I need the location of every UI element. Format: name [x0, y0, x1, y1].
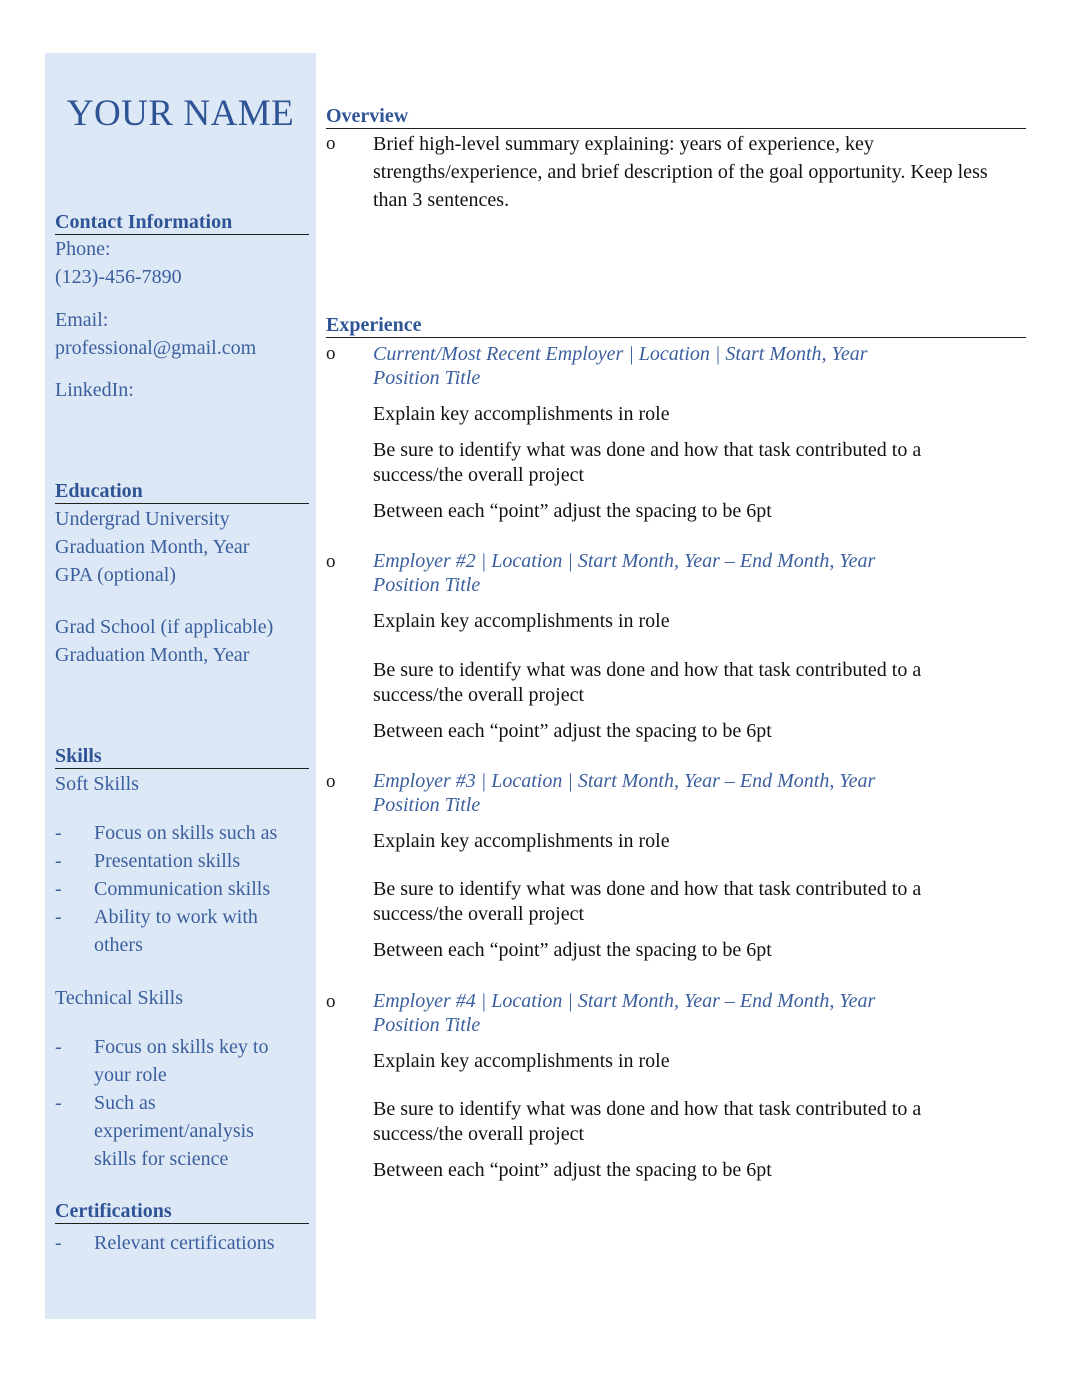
job-point: Between each “point” adjust the spacing to be 6pt [373, 939, 772, 961]
job-point: Between each “point” adjust the spacing to be 6pt [373, 720, 772, 742]
email-label: Email: [55, 309, 109, 331]
email-value: professional@gmail.com [55, 337, 257, 359]
bullet-dash: - [55, 878, 62, 900]
certifications-heading: Certifications [55, 1199, 309, 1224]
job-point: Be sure to identify what was done and how that task contributed to a success/the overall project [373, 439, 922, 486]
linkedin-label: LinkedIn: [55, 379, 134, 401]
job-header: Employer #2 | Location | Start Month, Year – End Month, Year [373, 550, 876, 572]
bullet-dash: - [55, 850, 62, 872]
job-point: Explain key accomplishments in role [373, 1050, 670, 1072]
technical-skills-label: Technical Skills [55, 987, 184, 1009]
skills-heading: Skills [55, 744, 309, 769]
soft-skill-item: Focus on skills such as [94, 822, 278, 844]
job-point: Between each “point” adjust the spacing to be 6pt [373, 500, 772, 522]
job-point: Explain key accomplishments in role [373, 610, 670, 632]
job-point: Explain key accomplishments in role [373, 403, 670, 425]
phone-value: (123)-456-7890 [55, 266, 182, 288]
job-title: Position Title [373, 574, 481, 596]
job-marker: o [326, 343, 336, 364]
soft-skills-label: Soft Skills [55, 773, 139, 795]
job-title: Position Title [373, 1014, 481, 1036]
education-heading: Education [55, 479, 309, 504]
job-point: Explain key accomplishments in role [373, 830, 670, 852]
bullet-dash: - [55, 1036, 62, 1058]
job-title: Position Title [373, 367, 481, 389]
soft-skill-item: Ability to work with others [94, 906, 258, 956]
technical-skill-item: Focus on skills key to your role [94, 1036, 269, 1086]
technical-skill-item: Such as experiment/analysis skills for science [94, 1092, 254, 1170]
bullet-dash: - [55, 822, 62, 844]
job-point: Be sure to identify what was done and how that task contributed to a success/the overall project [373, 878, 922, 925]
job-header: Current/Most Recent Employer | Location | Start Month, Year [373, 343, 868, 365]
overview-heading: Overview [326, 104, 1026, 129]
soft-skill-item: Presentation skills [94, 850, 241, 872]
job-title: Position Title [373, 794, 481, 816]
job-point: Be sure to identify what was done and how that task contributed to a success/the overall project [373, 659, 922, 706]
job-point: Between each “point” adjust the spacing to be 6pt [373, 1159, 772, 1181]
job-point: Be sure to identify what was done and how that task contributed to a success/the overall project [373, 1098, 922, 1145]
resume-name: YOUR NAME [66, 93, 295, 134]
education-line: Graduation Month, Year [55, 536, 250, 558]
contact-heading: Contact Information [55, 210, 309, 235]
education-line: Undergrad University [55, 508, 230, 530]
experience-heading: Experience [326, 313, 1026, 338]
job-marker: o [326, 551, 336, 572]
education-line: Grad School (if applicable) [55, 616, 274, 638]
soft-skill-item: Communication skills [94, 878, 271, 900]
bullet-dash: - [55, 906, 62, 928]
certification-item: Relevant certifications [94, 1232, 275, 1254]
education-line: Graduation Month, Year [55, 644, 250, 666]
bullet-dash: - [55, 1092, 62, 1114]
overview-text: Brief high-level summary explaining: years of experience, key strengths/experience, and brief description of the goal opportunity. Keep less than 3 sentences. [373, 133, 988, 211]
job-marker: o [326, 771, 336, 792]
education-line: GPA (optional) [55, 564, 176, 586]
job-header: Employer #4 | Location | Start Month, Year – End Month, Year [373, 990, 876, 1012]
bullet-dash: - [55, 1232, 62, 1254]
phone-label: Phone: [55, 238, 111, 260]
job-header: Employer #3 | Location | Start Month, Year – End Month, Year [373, 770, 876, 792]
overview-marker: o [326, 133, 336, 154]
job-marker: o [326, 991, 336, 1012]
